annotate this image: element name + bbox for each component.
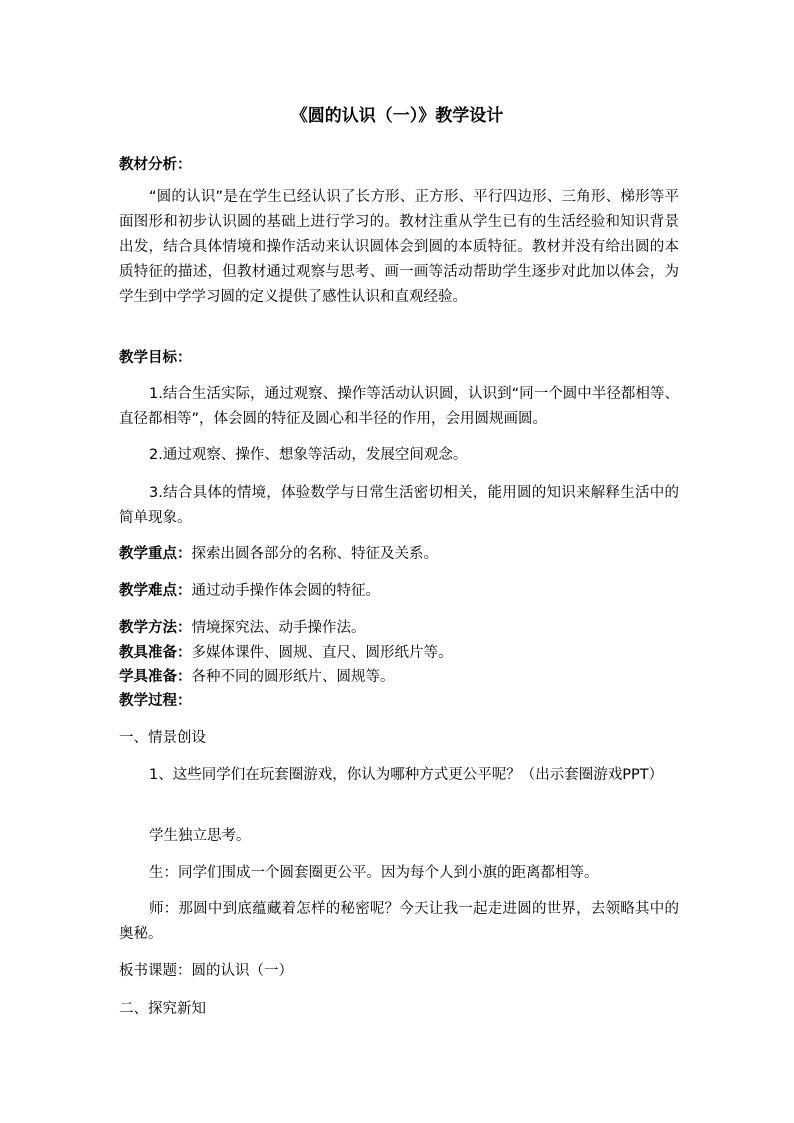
goal-1: 1.结合生活实际，通过观察、操作等活动认识圆，认识到“同一个圆中半径都相等、直径都相等”，体会圆的特征及圆心和半径的作用，会用圆规画圆。 xyxy=(119,386,679,427)
teacher-tools-label: 教具准备： xyxy=(119,645,192,661)
method-text: 情境探究法、动手操作法。 xyxy=(191,620,366,636)
difficulty-text: 通过动手操作体会圆的特征。 xyxy=(191,583,380,599)
student-answer: 生：同学们围成一个圆套圈更公平。因为每个人到小旗的距离都相等。 xyxy=(149,865,599,881)
student-tools-line xyxy=(119,664,679,690)
goal-3: 3.结合具体的情境，体验数学与日常生活密切相关，能用圆的知识来解释生活中的简单现象。 xyxy=(119,485,679,526)
key-point-line xyxy=(119,541,679,567)
key-point-text: 探索出圆各部分的名称、特征及关系。 xyxy=(191,546,438,562)
teacher-line: 师：那圆中到底蕴藏着怎样的秘密呢？今天让我一起走进圆的世界，去领略其中的奥秘。 xyxy=(119,901,679,942)
analysis-paragraph: “圆的认识”是在学生已经认识了长方形、正方形、平行四边形、三角形、梯形等平面图形和初步认识圆的基础上进行学习的。教材注重从学生已有的生活经验和知识背景出发，结合具体情境和操作活动来认识圆体会到圆的本质特征。教材并没有给出圆的本质特征的描述，但教材通过观察与思考、画一画等活动帮助学生逐步对此加以体会，为学生到中学学习圆的定义提供了感性认识和直观经验。 xyxy=(119,189,679,305)
section-1-heading: 一、情景创设 xyxy=(119,730,206,746)
key-point-label: 教学重点： xyxy=(119,546,192,562)
method-label: 教学方法： xyxy=(119,620,192,636)
document-title: 《圆的认识（一）》教学设计 xyxy=(290,106,504,126)
section-2-heading: 二、探究新知 xyxy=(119,1001,206,1017)
student-think: 学生独立思考。 xyxy=(149,828,251,844)
process-heading: 教学过程： xyxy=(119,693,192,709)
goals-heading: 教学目标： xyxy=(119,350,192,366)
teacher-tools-line xyxy=(119,640,679,666)
analysis-heading: 教材分析： xyxy=(119,157,192,173)
goal-2: 2.通过观察、操作、想象等活动，发展空间观念。 xyxy=(149,447,468,463)
method-line xyxy=(119,615,679,641)
step-1: 1、这些同学们在玩套圈游戏，你认为哪种方式更公平呢？（出示套圈游戏PPT） xyxy=(149,767,664,783)
student-tools-label: 学具准备： xyxy=(119,669,192,685)
student-tools-text: 各种不同的圆形纸片、圆规等。 xyxy=(191,669,395,685)
teacher-tools-text: 多媒体课件、圆规、直尺、圆形纸片等。 xyxy=(191,645,453,661)
difficulty-label: 教学难点： xyxy=(119,583,192,599)
board-title: 板书课题：圆的认识（一） xyxy=(119,963,293,979)
difficulty-line xyxy=(119,578,679,604)
